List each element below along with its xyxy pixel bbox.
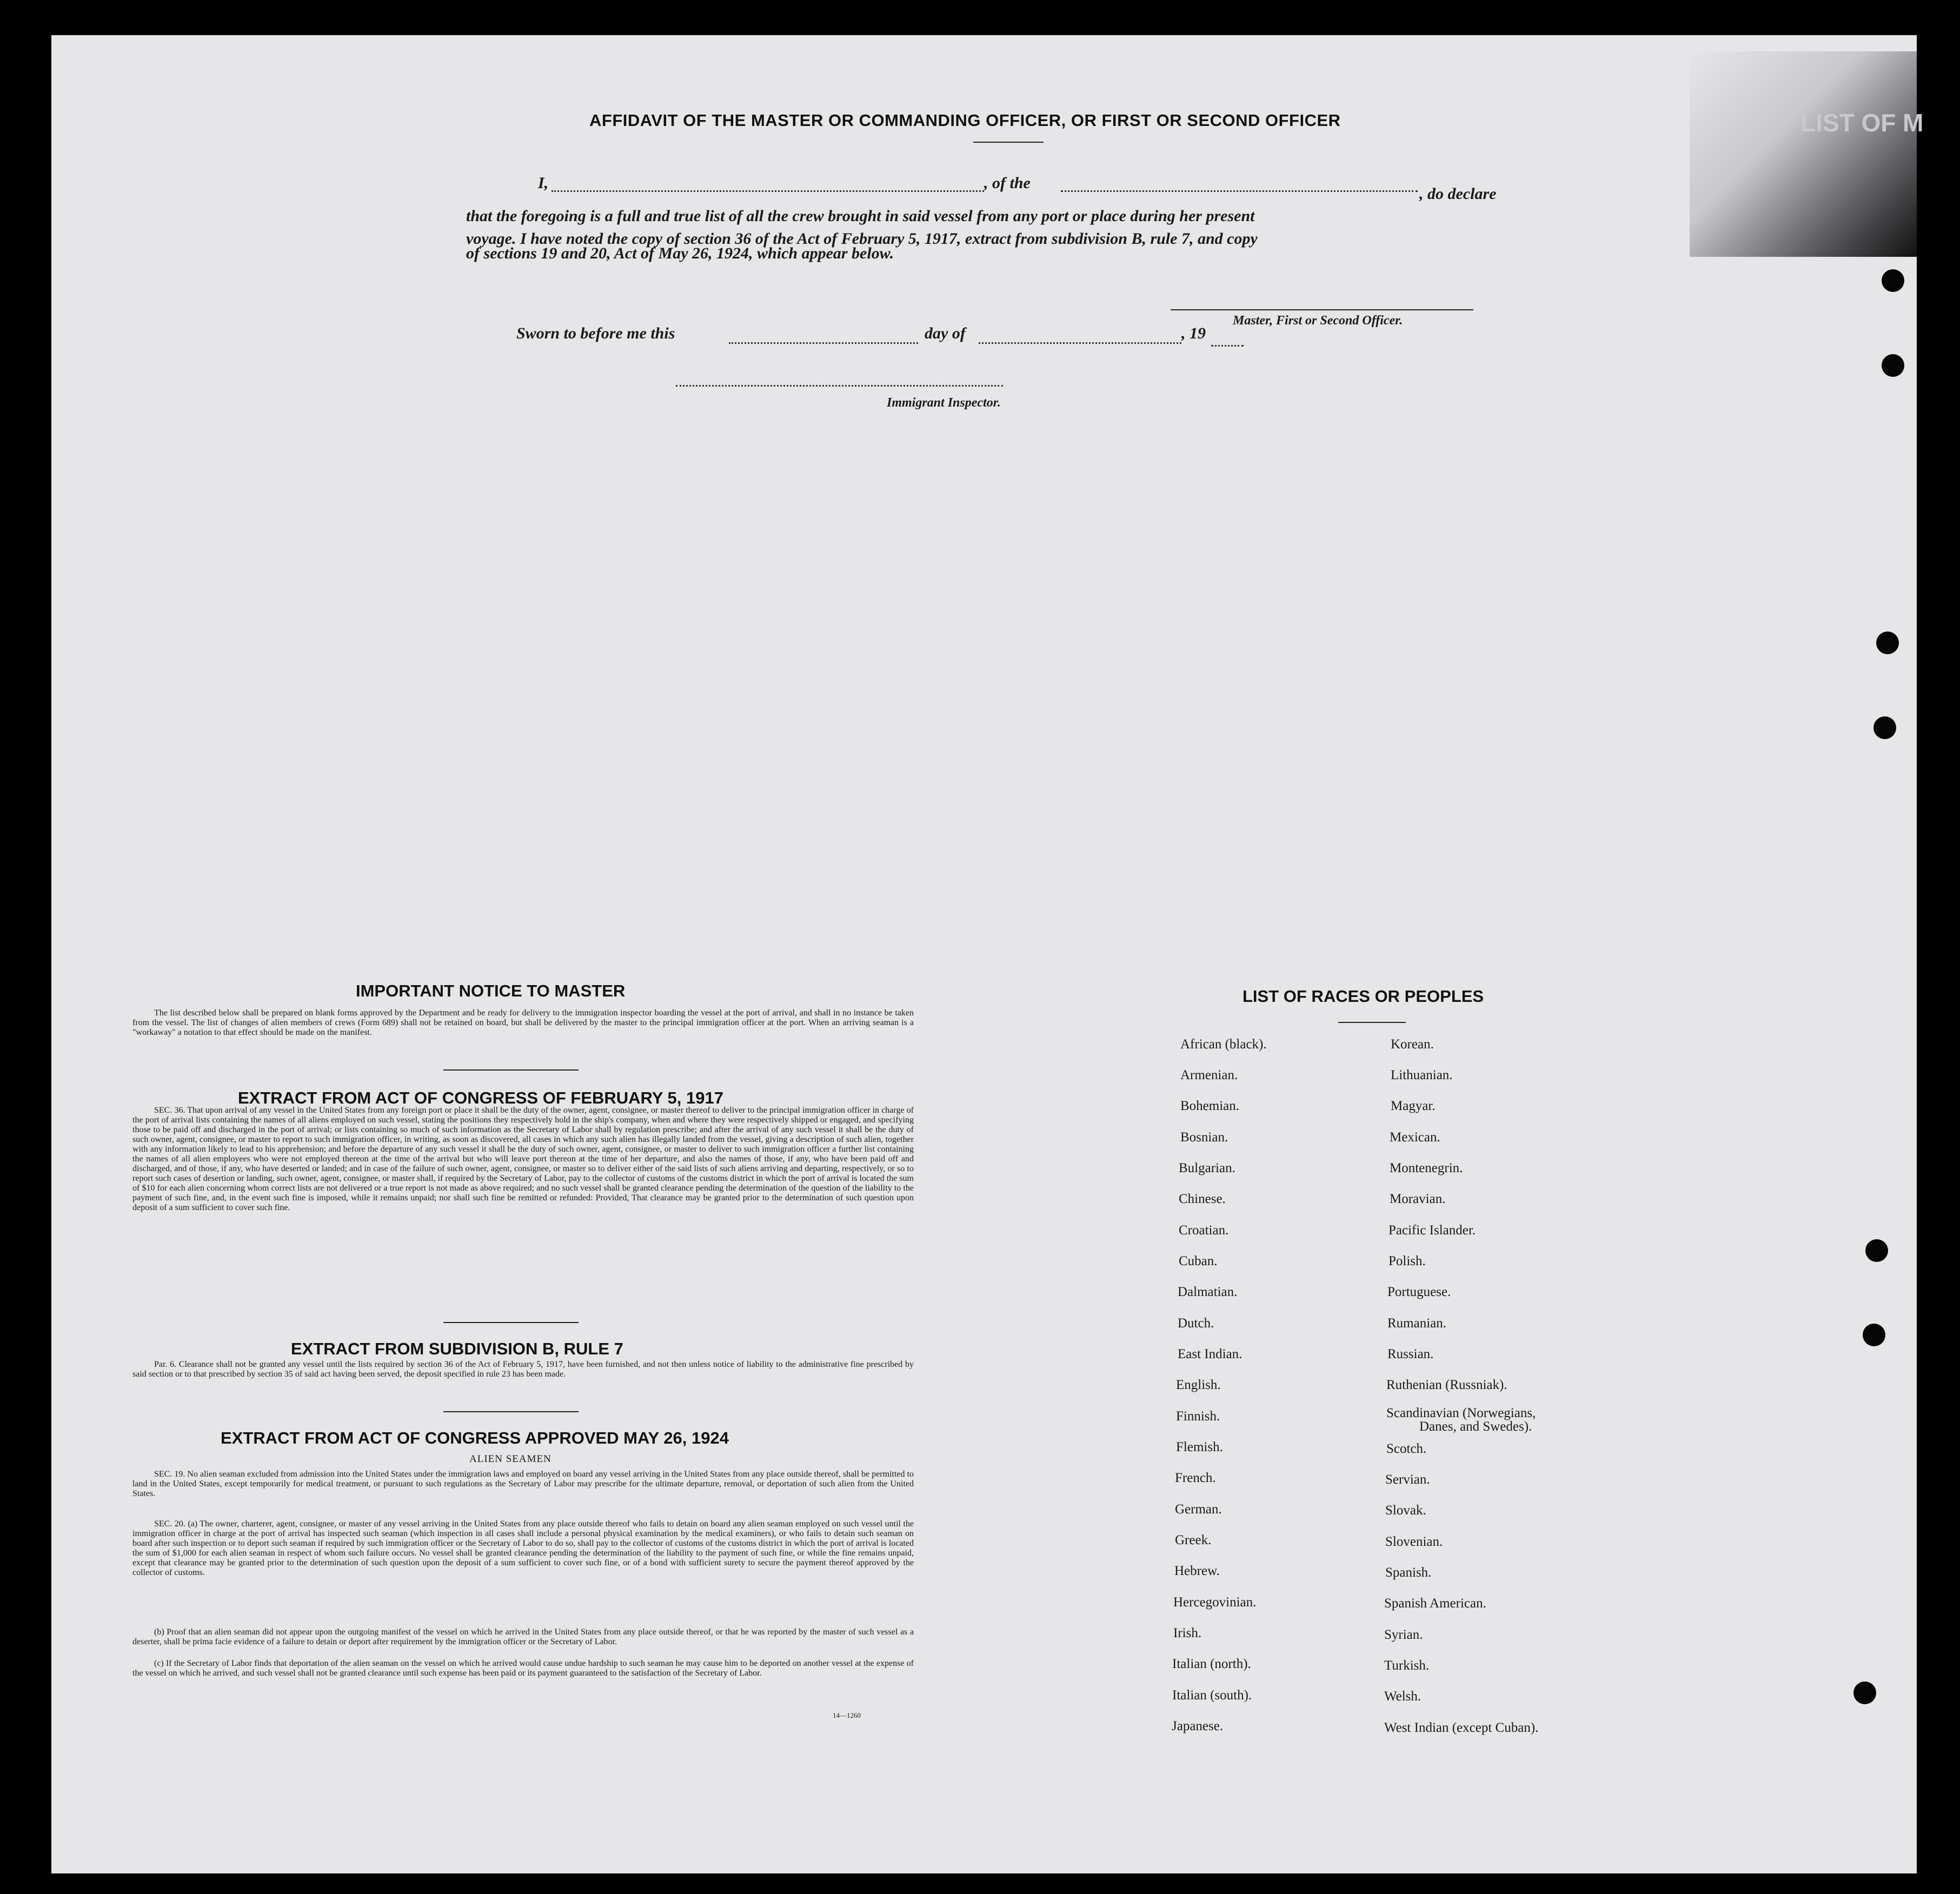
race-item: Polish.	[1388, 1254, 1426, 1268]
race-item: Bosnian.	[1180, 1130, 1228, 1145]
race-item: Croatian.	[1179, 1223, 1229, 1238]
sec-20a-body: SEC. 20. (a) The owner, charterer, agent, consignee, or master of any vessel arriving in the United States from any place outside thereof who fails to detain on board any alien seaman employed on such vessel until the immigration officer in charge at the port of arrival has inspected such seaman (which inspection in all cases shall include a personal physical examination by the medical examiners), or who fails to detain such seaman on board after such inspection or to deport such seaman if required by such immigration officer or the Secretary of Labor to do so, shall pay to the collector of customs of the customs district in which the port of arrival is located the sum of $1,000 for each alien seaman in respect of whom such failure occurs. No vessel shall be granted clearance pending the determination of the liability to the payment of such fine, or while the fine remains unpaid, except that clearance may be granted prior to the determination of such question upon the deposit of a sum sufficient to cover such fine, or of a bond with sufficient surety to secure the payment thereof approved by the collector of customs.	[132, 1519, 914, 1577]
race-item: Japanese.	[1172, 1719, 1224, 1733]
race-item: Italian (south).	[1172, 1688, 1252, 1703]
race-item: Spanish American.	[1384, 1596, 1486, 1611]
race-item: Slovak.	[1385, 1503, 1426, 1518]
rule-7-body: Par. 6. Clearance shall not be granted any vessel until the lists required by section 36 of the Act of February 5, 1917, have been furnished, and not then unless notice of liability to the administrative fine prescribed by said section or to that prescribed by section 35 of said act having been served, the deposit specified in rule 23 has been made.	[132, 1360, 914, 1379]
race-item: German.	[1175, 1502, 1222, 1517]
race-item: Hercegovinian.	[1173, 1595, 1257, 1610]
race-item: Ruthenian (Russniak).	[1386, 1378, 1507, 1392]
extract-1917-title: EXTRACT FROM ACT OF CONGRESS OF FEBRUARY 5, 1917	[238, 1088, 723, 1107]
year-label: , 19	[1181, 324, 1206, 342]
race-item: Turkish.	[1384, 1658, 1430, 1673]
race-item: Magyar.	[1391, 1099, 1436, 1113]
punch-hole	[1882, 269, 1904, 292]
race-item: Welsh.	[1384, 1689, 1421, 1704]
affidavit-of-the-label: , of the	[984, 174, 1031, 192]
race-item: Chinese.	[1179, 1192, 1226, 1206]
race-item: Servian.	[1385, 1472, 1430, 1487]
sworn-label: Sworn to before me this	[516, 324, 675, 342]
form-number: 14—1260	[833, 1711, 861, 1719]
torn-corner	[1690, 51, 1917, 257]
punch-hole	[1863, 1324, 1885, 1346]
race-item: Scotch.	[1386, 1441, 1427, 1456]
sec-19-body: SEC. 19. No alien seaman excluded from admission into the United States under the immigration laws and employed on board any vessel arriving in the United States from any place outside thereof, shall be permitted to land in the United States, except temporarily for medical treatment, or pursuant to such regulations as the Secretary of Labor may prescribe for the ultimate departure, removal, or deportation of such alien from the United States.	[132, 1470, 914, 1498]
divider	[443, 1322, 579, 1323]
affidavit-line-3: voyage. I have noted the copy of section 36 of the Act of February 5, 1917, extract from subdivision B, rule 7, and copy	[466, 230, 1258, 248]
sworn-day-field[interactable]	[729, 342, 918, 344]
master-signature-label: Master, First or Second Officer.	[1233, 314, 1403, 328]
race-item: French.	[1175, 1471, 1216, 1485]
race-item: Bulgarian.	[1179, 1161, 1235, 1175]
divider	[443, 1069, 579, 1071]
vessel-field[interactable]	[1061, 190, 1418, 192]
name-field[interactable]	[552, 190, 984, 192]
race-item: Mexican.	[1390, 1130, 1440, 1145]
race-item: Russian.	[1387, 1347, 1434, 1361]
affidavit-line-2: that the foregoing is a full and true list of all the crew brought in said vessel from any port or place during her present	[466, 207, 1255, 225]
punch-hole	[1882, 354, 1904, 377]
race-item: Hebrew.	[1174, 1564, 1220, 1578]
punch-hole	[1865, 1239, 1888, 1262]
race-item: Moravian.	[1390, 1192, 1446, 1206]
race-item: Bohemian.	[1180, 1099, 1240, 1113]
race-item: Flemish.	[1176, 1440, 1223, 1454]
punch-hole	[1853, 1682, 1876, 1704]
race-item: Portuguese.	[1387, 1285, 1451, 1299]
race-item: Armenian.	[1180, 1068, 1238, 1082]
race-item: Greek.	[1175, 1533, 1212, 1547]
race-item: Korean.	[1391, 1037, 1434, 1052]
punch-hole	[1873, 716, 1896, 739]
extract-1924-subtitle: ALIEN SEAMEN	[469, 1453, 552, 1465]
race-item: Slovenian.	[1385, 1534, 1443, 1549]
race-item: Scandinavian (Norwegians,	[1386, 1406, 1536, 1420]
race-item: Lithuanian.	[1391, 1068, 1453, 1082]
race-item: East Indian.	[1178, 1347, 1243, 1361]
race-item: West Indian (except Cuban).	[1384, 1720, 1539, 1735]
affidavit-line-4: of sections 19 and 20, Act of May 26, 1924, which appear below.	[466, 244, 894, 262]
notice-body: The list described below shall be prepared on blank forms approved by the Department and be ready for delivery to the immigration inspector boarding the vessel at the port of arrival, and shall in no instance be taken from the vessel. The list of changes of alien members of crews (Form 689) shall not be retained on board, but shall be delivered by the master to the principal immigration officer at the port. When an arriving seaman is a "workaway" a notation to that effect should be made on the manifest.	[132, 1008, 914, 1037]
race-item: Cuban.	[1179, 1254, 1218, 1268]
master-signature-line[interactable]	[1171, 309, 1473, 310]
affidavit-title: AFFIDAVIT OF THE MASTER OR COMMANDING OFFICER, OR FIRST OR SECOND OFFICER	[589, 111, 1341, 130]
rule-7-title: EXTRACT FROM SUBDIVISION B, RULE 7	[291, 1339, 623, 1358]
races-title: LIST OF RACES OR PEOPLES	[1243, 987, 1484, 1006]
bleed-through-text: LIST OF M	[1800, 109, 1924, 137]
race-item: Italian (north).	[1172, 1657, 1251, 1671]
race-item: Dalmatian.	[1178, 1285, 1238, 1299]
punch-hole	[1876, 632, 1899, 654]
race-item: English.	[1176, 1378, 1221, 1392]
race-item: Finnish.	[1176, 1409, 1220, 1424]
affidavit-i-label: I,	[538, 174, 549, 192]
paper	[51, 35, 1917, 1873]
day-of-label: day of	[925, 324, 966, 342]
sec-20c-body: (c) If the Secretary of Labor finds that deportation of the alien seaman on the vessel on which he arrived would cause undue hardship to such seaman he may cause him to be deported on another vessel at the expense of the vessel on which he arrived, and such vessel shall not be granted clearance until such expense has been paid or its payment guaranteed to the satisfaction of the Secretary of Labor.	[132, 1659, 914, 1678]
notice-title: IMPORTANT NOTICE TO MASTER	[356, 981, 626, 1000]
race-item: Irish.	[1173, 1626, 1202, 1640]
sec-20b-body: (b) Proof that an alien seaman did not appear upon the outgoing manifest of the vessel on which he arrived in the United States from any place outside thereof, or that he was reported by the master of such vessel as a deserter, shall be prima facie evidence of a failure to detain or deport after requirement by the immigration officer or the Secretary of Labor.	[132, 1627, 914, 1646]
race-item-continued: Danes, and Swedes).	[1419, 1419, 1532, 1434]
title-underline	[973, 142, 1044, 143]
inspector-signature-line[interactable]	[676, 385, 1003, 387]
race-item: Dutch.	[1178, 1316, 1214, 1331]
inspector-label: Immigrant Inspector.	[887, 396, 1001, 410]
race-item: Pacific Islander.	[1388, 1223, 1476, 1238]
race-item: Syrian.	[1384, 1627, 1423, 1642]
year-field[interactable]	[1211, 345, 1244, 347]
sworn-month-field[interactable]	[979, 342, 1181, 344]
race-item: Rumanian.	[1387, 1316, 1447, 1331]
races-title-underline	[1338, 1022, 1406, 1023]
extract-1917-body: SEC. 36. That upon arrival of any vessel in the United States from any foreign port or place it shall be the duty of the owner, agent, consignee, or master thereof to deliver to the principal immigration officer in charge of the port of arrival lists containing the names of all aliens employed on such vessel, stating the positions they respectively hold in the ship's company, when and where they were respectively shipped or engaged, and specifying those to be paid off and discharged in the port of arrival; or lists containing so much of such information as the Secretary of Labor shall by regulation prescribe; and after the arrival of any such vessel it shall be the duty of such owner, agent, consignee, or master to report to such immigration officer, in writing, as soon as discovered, all cases in which any such alien has illegally landed from the vessel, giving a description of such alien, together with any information likely to lead to his apprehension; and before the departure of any such vessel it shall be the duty of such owner, agent, consignee, or master to deliver to such immigration officer a further list containing the names of all alien employees who were not employed thereon at the time of the arrival but who will leave port thereon at the time of her departure, and also the names of those, if any, who have been paid off and discharged, and of those, if any, who have deserted or landed; and in case of the failure of such owner, agent, consignee, or master so to deliver either of the said lists of such aliens arriving and departing, respectively, or so to report such cases of desertion or landing, such owner, agent, consignee, or master shall, if required by the Secretary of Labor, pay to the collector of customs of the customs district in which the port of arrival is located the sum of $10 for each alien concerning whom correct lists are not delivered or a true report is not made as above required; and no such vessel shall be granted clearance pending the determination of the question of the liability to the payment of such fine, and, in the event such fine is imposed, while it remains unpaid; nor shall such fine be remitted or refunded: Provided, That clearance may be granted prior to the determination of such question upon deposit of a sum sufficient to cover such fine.	[132, 1106, 914, 1212]
race-item: Spanish.	[1385, 1565, 1432, 1580]
affidavit-do-declare: , do declare	[1419, 185, 1497, 203]
race-item: Montenegrin.	[1390, 1161, 1463, 1175]
divider	[443, 1411, 579, 1412]
race-item: African (black).	[1180, 1037, 1267, 1052]
extract-1924-title: EXTRACT FROM ACT OF CONGRESS APPROVED MAY 26, 1924	[221, 1428, 729, 1447]
